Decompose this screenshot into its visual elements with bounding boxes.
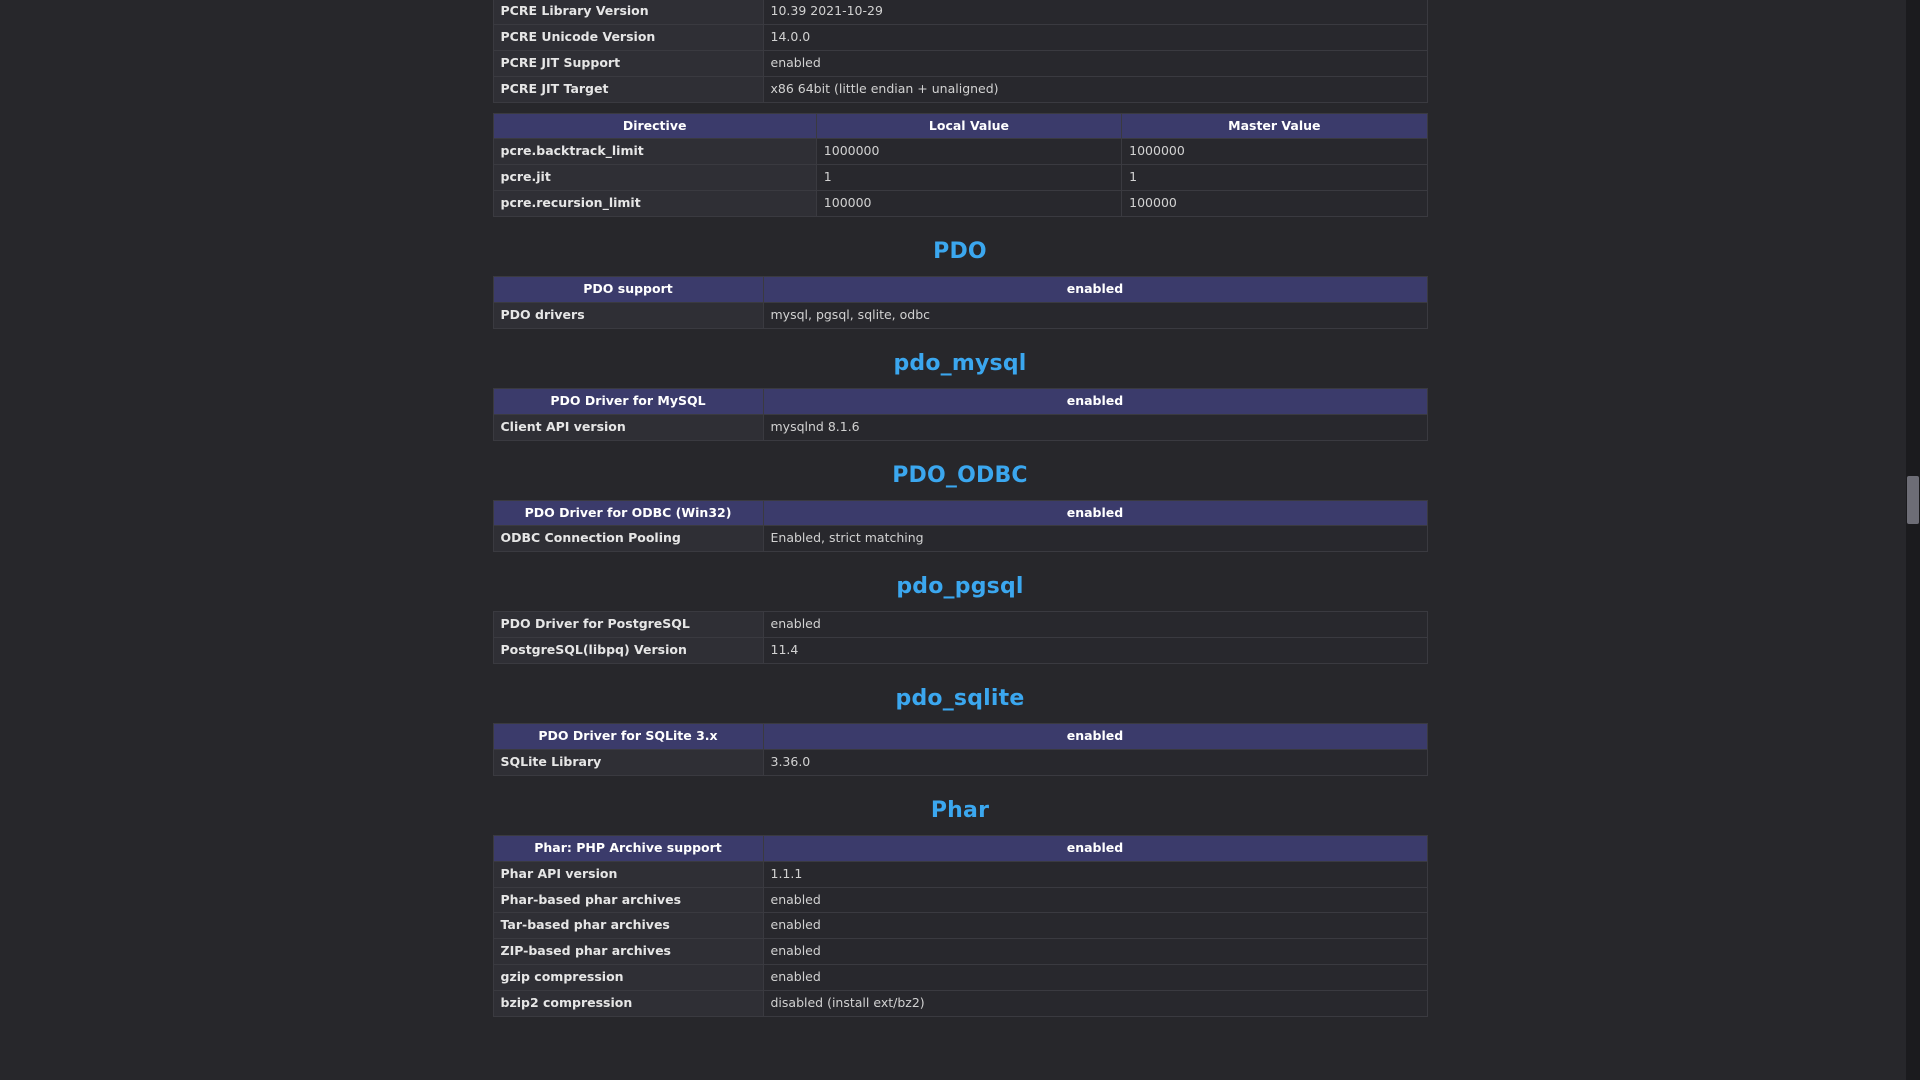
row-label: PostgreSQL(libpq) Version (493, 638, 763, 664)
column-header-pdo-mysql-driver: PDO Driver for MySQL (493, 388, 763, 414)
row-label: PDO Driver for PostgreSQL (493, 612, 763, 638)
table-row (493, 50, 1427, 76)
row-value: enabled (763, 913, 1427, 939)
column-header-pdo-sqlite-status: enabled (763, 724, 1427, 750)
row-label: PCRE Unicode Version (493, 24, 763, 50)
row-local-value: 1 (816, 165, 1121, 191)
section-anchor-pdo-mysql[interactable]: pdo_mysql (893, 350, 1027, 376)
table-row (493, 414, 1427, 440)
column-header-local-value: Local Value (816, 113, 1121, 139)
row-label: PCRE JIT Support (493, 50, 763, 76)
column-header-pdo-status: enabled (763, 277, 1427, 303)
row-label: gzip compression (493, 965, 763, 991)
row-value: 14.0.0 (763, 24, 1427, 50)
row-label: pcre.jit (493, 165, 816, 191)
row-value: disabled (install ext/bz2) (763, 991, 1427, 1017)
section-anchor-pdo-sqlite[interactable]: pdo_sqlite (895, 686, 1025, 711)
section-heading-pdo-odbc (493, 463, 1428, 488)
row-value: enabled (763, 965, 1427, 991)
row-local-value: 100000 (816, 191, 1121, 217)
row-label: SQLite Library (493, 749, 763, 775)
row-value: 10.39 2021-10-29 (763, 0, 1427, 24)
column-header-pdo-sqlite-driver: PDO Driver for SQLite 3.x (493, 724, 763, 750)
table-row (493, 965, 1427, 991)
table-row (493, 302, 1427, 328)
row-label: ODBC Connection Pooling (493, 526, 763, 552)
section-heading-pdo (493, 239, 1428, 264)
column-header-phar-support: Phar: PHP Archive support (493, 835, 763, 861)
table-row (493, 139, 1427, 165)
section-heading-pdo-mysql (493, 351, 1428, 376)
section-heading-pdo-sqlite (493, 686, 1428, 711)
table-header-row (493, 500, 1427, 526)
row-value: enabled (763, 887, 1427, 913)
row-value: 3.36.0 (763, 749, 1427, 775)
vertical-scrollbar-thumb[interactable] (1907, 476, 1919, 524)
pcre-directives-table (493, 113, 1428, 218)
table-row (493, 861, 1427, 887)
row-value: mysql, pgsql, sqlite, odbc (763, 302, 1427, 328)
table-header-row (493, 277, 1427, 303)
phar-table (493, 835, 1428, 1017)
column-header-pdo-support: PDO support (493, 277, 763, 303)
table-row (493, 526, 1427, 552)
table-row (493, 24, 1427, 50)
row-label: PDO drivers (493, 302, 763, 328)
row-label: PCRE Library Version (493, 0, 763, 24)
pdo-odbc-table (493, 500, 1428, 553)
table-row (493, 191, 1427, 217)
pdo-mysql-table (493, 388, 1428, 441)
row-label: ZIP-based phar archives (493, 939, 763, 965)
row-label: Tar-based phar archives (493, 913, 763, 939)
row-label: pcre.backtrack_limit (493, 139, 816, 165)
column-header-directive: Directive (493, 113, 816, 139)
table-row (493, 165, 1427, 191)
table-row (493, 76, 1427, 102)
table-row (493, 0, 1427, 24)
row-master-value: 1000000 (1122, 139, 1427, 165)
table-row (493, 638, 1427, 664)
row-value: 1.1.1 (763, 861, 1427, 887)
table-row (493, 913, 1427, 939)
row-value: enabled (763, 50, 1427, 76)
row-value: mysqlnd 8.1.6 (763, 414, 1427, 440)
table-header-row (493, 835, 1427, 861)
table-row (493, 612, 1427, 638)
section-anchor-pdo-pgsql[interactable]: pdo_pgsql (896, 574, 1024, 600)
table-header-row (493, 388, 1427, 414)
column-header-pdo-mysql-status: enabled (763, 388, 1427, 414)
table-row (493, 991, 1427, 1017)
section-anchor-pdo-odbc[interactable]: PDO_ODBC (892, 462, 1028, 488)
section-anchor-pdo[interactable]: PDO (933, 239, 987, 264)
column-header-master-value: Master Value (1122, 113, 1427, 139)
section-anchor-phar[interactable]: Phar (930, 797, 990, 823)
pcre-info-table (493, 0, 1428, 103)
pdo-sqlite-table (493, 723, 1428, 776)
column-header-phar-status: enabled (763, 835, 1427, 861)
table-row (493, 887, 1427, 913)
row-label: Phar API version (493, 861, 763, 887)
row-label: PCRE JIT Target (493, 76, 763, 102)
table-header-row (493, 724, 1427, 750)
row-value: 11.4 (763, 638, 1427, 664)
phpinfo-content (493, 0, 1428, 1017)
pdo-support-table (493, 276, 1428, 329)
table-row (493, 749, 1427, 775)
section-heading-phar (493, 798, 1428, 823)
row-label: Client API version (493, 414, 763, 440)
column-header-pdo-odbc-status: enabled (763, 500, 1427, 526)
table-header-row (493, 113, 1427, 139)
column-header-pdo-odbc-driver: PDO Driver for ODBC (Win32) (493, 500, 763, 526)
row-master-value: 100000 (1122, 191, 1427, 217)
row-label: Phar-based phar archives (493, 887, 763, 913)
table-row (493, 939, 1427, 965)
row-value: x86 64bit (little endian + unaligned) (763, 76, 1427, 102)
spacer (493, 103, 1428, 113)
row-label: pcre.recursion_limit (493, 191, 816, 217)
row-local-value: 1000000 (816, 139, 1121, 165)
row-value: enabled (763, 939, 1427, 965)
vertical-scrollbar-track[interactable] (1906, 0, 1920, 1080)
row-value: Enabled, strict matching (763, 526, 1427, 552)
pdo-pgsql-table (493, 611, 1428, 664)
row-value: enabled (763, 612, 1427, 638)
row-label: bzip2 compression (493, 991, 763, 1017)
row-master-value: 1 (1122, 165, 1427, 191)
section-heading-pdo-pgsql (493, 574, 1428, 599)
